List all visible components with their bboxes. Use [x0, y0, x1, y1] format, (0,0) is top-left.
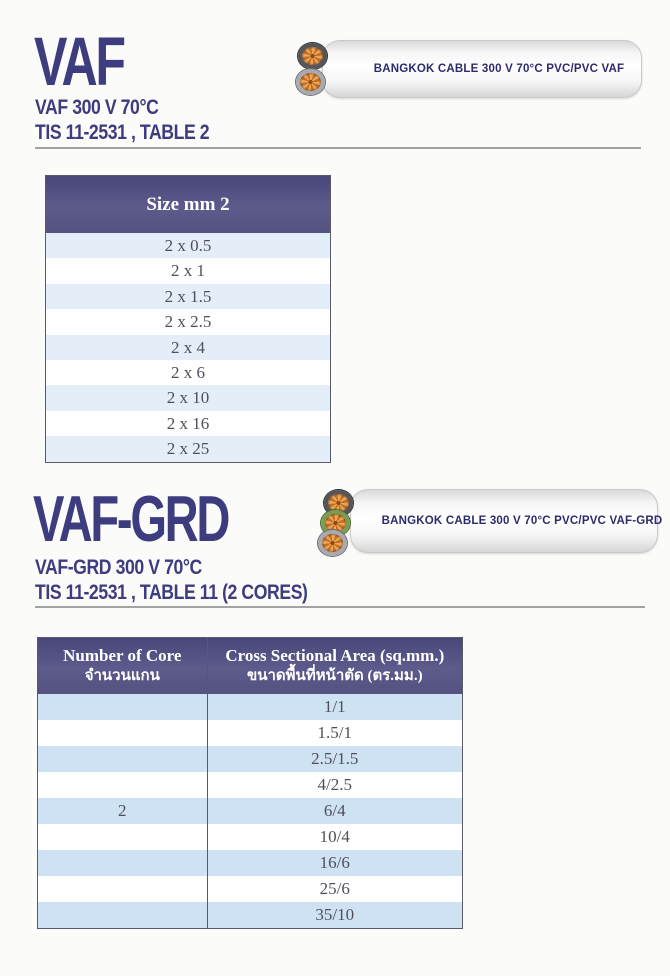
table-row [38, 902, 462, 928]
table-row: 2 x 6 [46, 360, 330, 385]
vaf-size-table [45, 175, 331, 463]
table-row: 2 x 25 [46, 436, 330, 461]
cross-sectional-area-cell: 2.5/1.5 [311, 749, 359, 768]
cross-sectional-area-cell: 4/2.5 [317, 775, 353, 794]
vaf-spec-line: VAF 300 V 70°C [35, 96, 159, 119]
table-row [38, 694, 462, 720]
vaf-grd-table-header [38, 638, 462, 694]
number-of-core-cell [38, 876, 208, 902]
col-cross-sectional-area-header [208, 638, 462, 694]
col1-header-en: Number of Core [63, 646, 182, 666]
col2-header-en: Cross Sectional Area (sq.mm.) [225, 646, 445, 666]
table-row: 2 x 0.5 [46, 233, 330, 258]
cross-sectional-area-cell: 6/4 [323, 801, 346, 820]
vaf-tis-line: TIS 11-2531 , TABLE 2 [35, 121, 210, 144]
vaf-grd-tis-line: TIS 11-2531 , TABLE 11 (2 CORES) [35, 581, 308, 604]
number-of-core-cell [38, 772, 208, 798]
vaf-grd-cable-print: BANGKOK CABLE 300 V 70°C PVC/PVC VAF-GRD [381, 515, 663, 527]
vaf-grd-title: VAF-GRD [33, 483, 229, 556]
vaf-title: VAF [34, 22, 124, 100]
cross-sectional-area-cell: 1.5/1 [317, 723, 353, 742]
cable-conductor-icon [296, 69, 325, 95]
col-number-of-core-header [38, 638, 208, 694]
cross-sectional-area-cell: 10/4 [319, 827, 350, 846]
vaf-grd-area-table [37, 637, 463, 929]
vaf-grd-table-rows [38, 694, 462, 928]
number-of-core-cell: 2 [38, 798, 208, 824]
table-row [38, 824, 462, 850]
cross-sectional-area-cell: 16/6 [319, 853, 350, 872]
vaf-size-table-rows [46, 233, 330, 462]
vaf-grd-cable-illustration [318, 486, 663, 556]
cable-conductor-icon [318, 530, 347, 556]
table-row [38, 746, 462, 772]
col2-header-th: ขนาดพื้นที่หน้าตัด (ตร.มม.) [247, 668, 423, 685]
table-row: 2 x 1.5 [46, 284, 330, 309]
number-of-core-cell [38, 694, 208, 720]
number-of-core-cell [38, 720, 208, 746]
table-row [38, 720, 462, 746]
number-of-core-cell [38, 746, 208, 772]
table-row [38, 772, 462, 798]
section-divider [35, 606, 645, 608]
table-row [38, 876, 462, 902]
table-row: 2 x 10 [46, 385, 330, 410]
cross-sectional-area-cell: 35/10 [315, 905, 355, 924]
col1-header-th: จำนวนแกน [84, 668, 160, 685]
table-row: 2 x 1 [46, 258, 330, 283]
vaf-grd-spec-line: VAF-GRD 300 V 70°C [35, 556, 202, 579]
vaf-size-table-header: Size mm 2 [46, 176, 330, 233]
table-row [38, 850, 462, 876]
number-of-core-cell [38, 824, 208, 850]
number-of-core-cell [38, 902, 208, 928]
cable-conductor-icon [298, 43, 327, 69]
number-of-core-cell [38, 850, 208, 876]
table-row: 2 x 2.5 [46, 309, 330, 334]
vaf-cable-print: BANGKOK CABLE 300 V 70°C PVC/PVC VAF [373, 63, 625, 75]
vaf-cable-illustration [296, 38, 642, 100]
cross-sectional-area-cell: 1/1 [323, 697, 346, 716]
cross-sectional-area-cell: 25/6 [319, 879, 350, 898]
section-divider [35, 147, 641, 149]
table-row: 2 x 16 [46, 411, 330, 436]
table-row: 2 x 4 [46, 335, 330, 360]
table-row [38, 798, 462, 824]
